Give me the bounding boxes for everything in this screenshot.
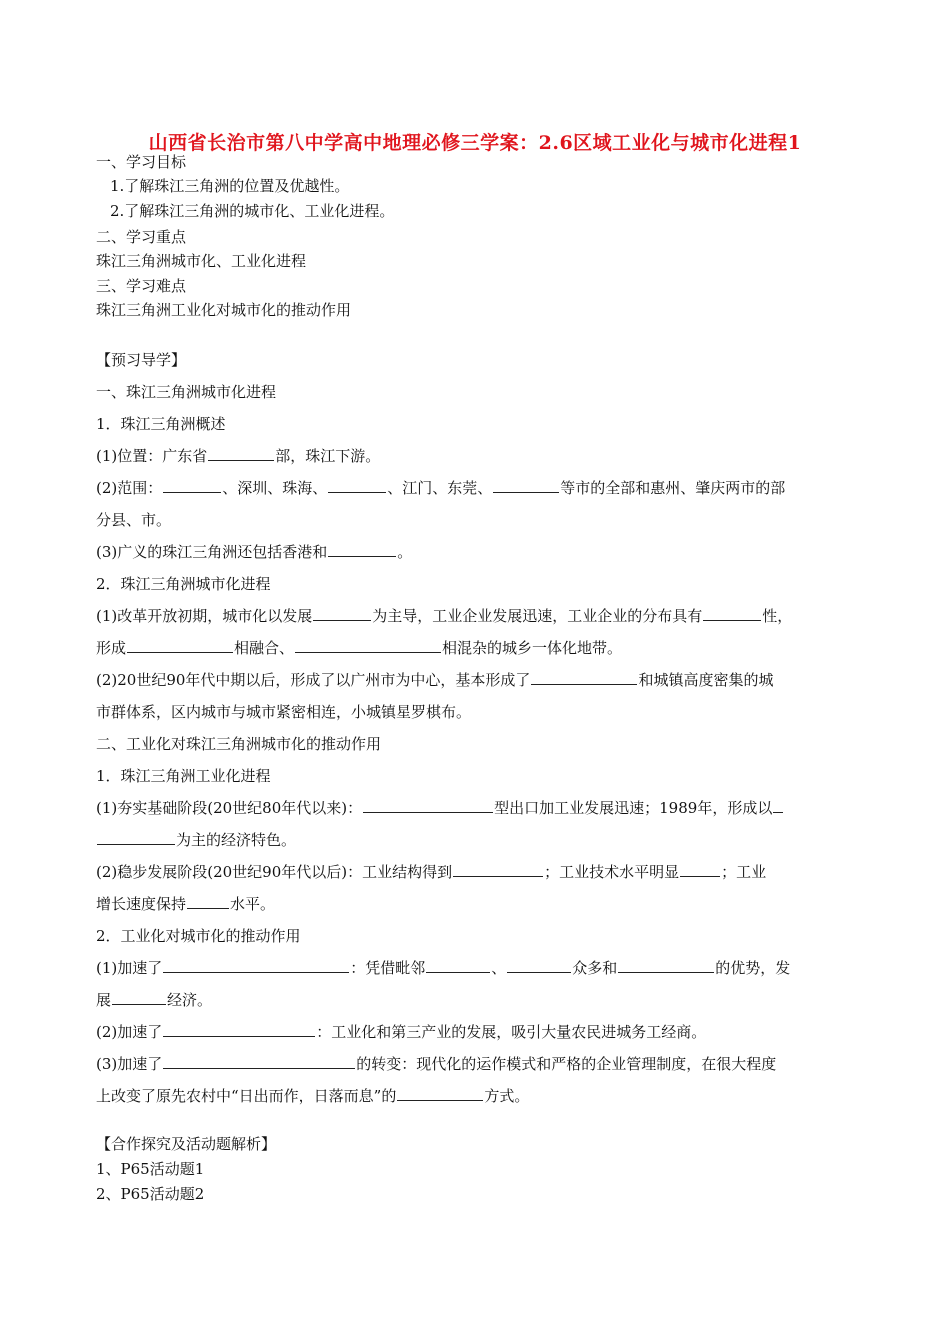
answer-blank[interactable]: [295, 638, 441, 653]
answer-blank[interactable]: [453, 862, 543, 877]
answer-blank[interactable]: [680, 862, 720, 877]
answer-blank[interactable]: [313, 606, 371, 621]
part1-heading: 一、珠江三角洲城市化进程: [96, 383, 277, 401]
answer-blank[interactable]: [426, 958, 490, 973]
section2-heading: 2．珠江三角洲城市化进程: [96, 575, 271, 593]
key-point-heading: 二、学习重点: [96, 228, 187, 246]
question-line: (3)广义的珠江三角洲还包括香港和 。: [96, 543, 413, 561]
question-line: (2)范围： 、深圳、珠海、 、江门、东莞、 等市的全部和惠州、肇庆两市的部: [96, 479, 786, 497]
question-line: (3)加速了 的转变：现代化的运作模式和严格的企业管理制度，在很大程度: [96, 1055, 777, 1073]
preview-heading: 【预习导学】: [96, 351, 187, 369]
goals-heading: 一、学习目标: [96, 153, 187, 171]
question-line: (1)改革开放初期，城市化以发展 为主导，工业企业发展迅速，工业企业的分布具有 性，: [96, 607, 793, 625]
question-line-cont: 上改变了原先农村中“日出而作，日落而息”的 方式。: [96, 1087, 530, 1105]
answer-blank[interactable]: [328, 478, 386, 493]
document-title: 山西省长治市第八中学高中地理必修三学案：2.6区域工业化与城市化进程1: [148, 132, 802, 154]
difficult-point-heading: 三、学习难点: [96, 277, 187, 295]
question-line-cont: 为主的经济特色。: [96, 830, 296, 850]
answer-blank[interactable]: [531, 670, 637, 685]
section3-heading: 1．珠江三角洲工业化进程: [96, 767, 271, 785]
answer-blank[interactable]: [163, 1022, 315, 1037]
question-line-cont: 分县、市。: [96, 511, 172, 529]
question-line-cont: 增长速度保持 水平。: [96, 895, 276, 913]
answer-blank[interactable]: [163, 1054, 355, 1069]
answer-blank[interactable]: [493, 478, 559, 493]
answer-blank[interactable]: [112, 990, 166, 1005]
answer-blank[interactable]: [97, 830, 175, 845]
answer-blank[interactable]: [618, 958, 714, 973]
activity-item-1: 1、P65活动题1: [96, 1160, 205, 1178]
question-line-cont: 展 经济。: [96, 991, 213, 1009]
question-line: (1)位置：广东省 部，珠江下游。: [96, 447, 381, 465]
answer-blank[interactable]: [363, 798, 493, 813]
activity-heading: 【合作探究及活动题解析】: [96, 1135, 277, 1153]
goal-item-2: 2.了解珠江三角洲的城市化、工业化进程。: [110, 202, 395, 220]
activity-item-2: 2、P65活动题2: [96, 1185, 205, 1203]
difficult-point-text: 珠江三角洲工业化对城市化的推动作用: [96, 301, 352, 319]
answer-blank[interactable]: [328, 542, 396, 557]
answer-blank[interactable]: [773, 798, 783, 813]
answer-blank[interactable]: [507, 958, 571, 973]
question-line: (1)夯实基础阶段(20世纪80年代以来)： 型出口加工业发展迅速；1989年，形成以: [96, 798, 784, 818]
goal-item-1: 1.了解珠江三角洲的位置及优越性。: [110, 177, 350, 195]
section4-heading: 2．工业化对城市化的推动作用: [96, 927, 301, 945]
question-line: (2)稳步发展阶段(20世纪90年代以后)：工业结构得到 ；工业技术水平明显 ；工业: [96, 863, 767, 881]
answer-blank[interactable]: [397, 1086, 483, 1101]
answer-blank[interactable]: [208, 446, 274, 461]
answer-blank[interactable]: [163, 958, 349, 973]
question-line: (1)加速了 ：凭借毗邻 、 众多和 的优势，发: [96, 959, 791, 977]
answer-blank[interactable]: [127, 638, 233, 653]
answer-blank[interactable]: [703, 606, 761, 621]
key-point-text: 珠江三角洲城市化、工业化进程: [96, 252, 307, 270]
section1-heading: 1．珠江三角洲概述: [96, 415, 226, 433]
question-line: (2)20世纪90年代中期以后，形成了以广州市为中心，基本形成了 和城镇高度密集的城: [96, 671, 774, 689]
question-line-cont: 形成 相融合、 相混杂的城乡一体化地带。: [96, 639, 623, 657]
answer-blank[interactable]: [163, 478, 221, 493]
answer-blank[interactable]: [187, 894, 229, 909]
question-line-cont: 市群体系，区内城市与城市紧密相连，小城镇星罗棋布。: [96, 703, 472, 721]
part2-heading: 二、工业化对珠江三角洲城市化的推动作用: [96, 735, 382, 753]
question-line: (2)加速了 ：工业化和第三产业的发展，吸引大量农民进城务工经商。: [96, 1023, 707, 1041]
